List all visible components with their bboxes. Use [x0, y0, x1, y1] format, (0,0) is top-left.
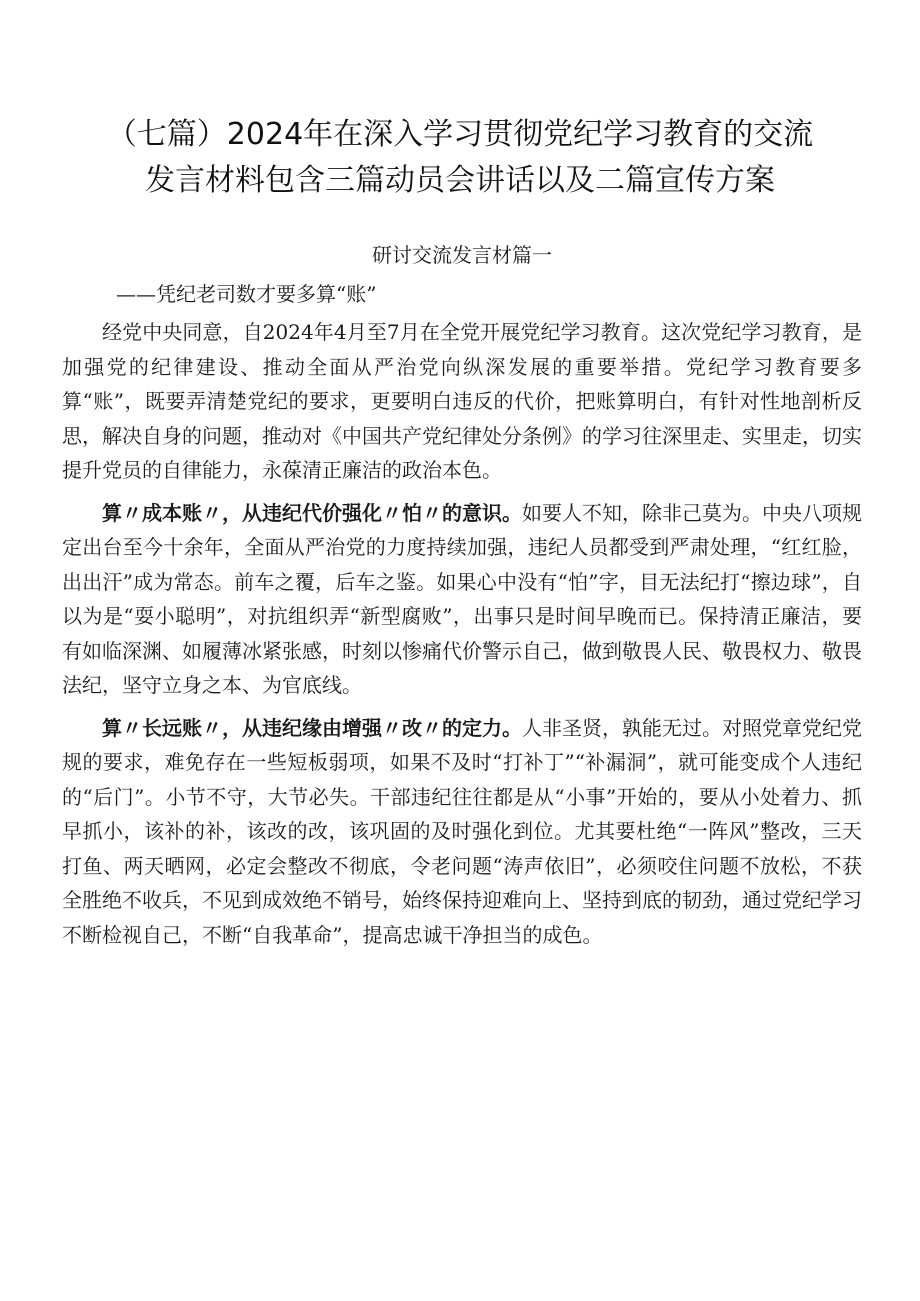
- paragraph-1: [62, 315, 862, 488]
- paragraph-1-text: 经党中央同意，自2024年4月至7月在全党开展党纪学习教育。这次党纪学习教育，是加强党的纪律建设、推动全面从严治党向纵深发展的重要举措。党纪学习教育要多算“账”，既要弄清楚党纪的要求，更要明白违反的代价，把账算明白，有针对性地剖析反思，解决自身的问题，推动对《中国共产党纪律处分条例》的学习往深里走、实里走，切实提升党员的自律能力，永葆清正廉洁的政治本色。: [62, 320, 862, 482]
- document-title: [60, 112, 860, 204]
- section-heading: 研讨交流发言材篇一: [372, 243, 552, 267]
- document-body: [62, 238, 862, 960]
- title-line-1: （七篇）2024年在深入学习贯彻党纪学习教育的交流: [106, 117, 814, 153]
- paragraph-2-lead: 算〃成本账〃，从违纪代价强化〃怕〃的意识。: [102, 500, 522, 525]
- paragraph-2: [62, 496, 862, 703]
- paragraph-2-text: 如要人不知，除非己莫为。中央八项规定出台至今十余年，全面从严治党的力度持续加强，违纪人员都受到严肃处理，“红红脸，出出汗”成为常态。前车之覆，后车之鉴。如果心中没有“怕”字，目无法纪打“擦边球”，自以为是“耍小聪明”，对抗组织弄“新型腐败”，出事只是时间早晚而已。保持清正廉洁，要有如临深渊、如履薄冰紧张感，时刻以惨痛代价警示自己，做到敬畏人民、敬畏权力、敬畏法纪，坚守立身之本、为官底线。: [62, 500, 862, 697]
- section-subtitle: ——凭纪老司数才要多算“账”: [116, 281, 377, 306]
- paragraph-3: [62, 711, 862, 953]
- paragraph-3-text: 人非圣贤，孰能无过。对照党章党纪党规的要求，难免存在一些短板弱项，如果不及时“打补丁”“补漏洞”，就可能变成个人违纪的“后门”。小节不守，大节必失。干部违纪往往都是从“小事”开始的，要从小处着力、抓早抓小，该补的补，该改的改，该巩固的及时强化到位。尤其要杜绝“一阵风”整改，三天打鱼、两天晒网，必定会整改不彻底，令老问题“涛声依旧”，必须咬住问题不放松，不获全胜绝不收兵，不见到成效绝不销号，始终保持迎难向上、坚持到底的韧劲，通过党纪学习不断检视自己，不断“自我革命”，提高忠诚干净担当的成色。: [62, 715, 862, 947]
- title-line-2: 发言材料包含三篇动员会讲话以及二篇宣传方案: [145, 163, 775, 199]
- paragraph-3-lead: 算〃长远账〃，从违纪缘由增强〃改〃的定力。: [102, 715, 522, 740]
